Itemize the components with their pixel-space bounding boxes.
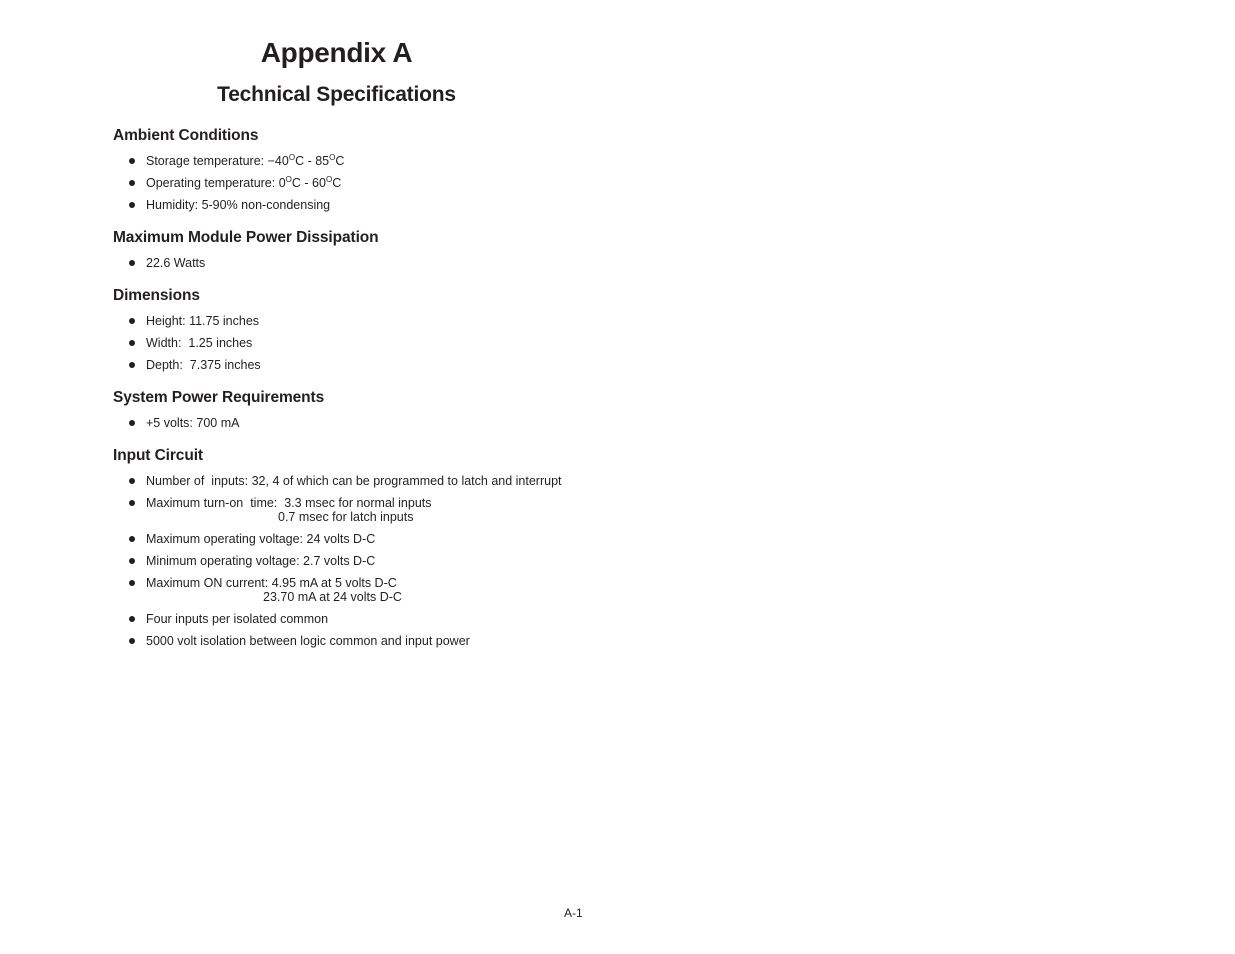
bullet-icon — [129, 260, 135, 266]
section-input-circuit — [113, 444, 733, 648]
list-item — [113, 532, 733, 546]
list-item — [113, 154, 733, 168]
bullet-icon — [129, 318, 135, 324]
degree-mark: O — [329, 153, 336, 162]
page-subtitle: Technical Specifications — [217, 83, 456, 106]
degree-mark: O — [288, 153, 296, 162]
spec-list — [113, 416, 733, 430]
bullet-icon — [129, 536, 135, 542]
turn-on-time-latch: 0.7 msec for latch inputs — [278, 510, 414, 524]
turn-on-time-normal: Maximum turn-on time: 3.3 msec for normal inputs — [146, 496, 432, 510]
inputs-per-common: Four inputs per isolated common — [146, 612, 329, 626]
document-body — [113, 124, 733, 662]
bullet-icon — [129, 638, 135, 644]
list-item — [113, 634, 733, 648]
bullet-icon — [129, 616, 135, 622]
list-item — [113, 554, 733, 568]
degree-mark: O — [325, 175, 333, 184]
spec-list — [113, 474, 733, 648]
bullet-icon — [129, 420, 135, 426]
section-heading: Input Circuit — [113, 447, 203, 464]
spec-list — [113, 154, 733, 212]
section-power-dissipation — [113, 226, 733, 270]
section-heading: System Power Requirements — [113, 389, 325, 406]
number-of-inputs: Number of inputs: 32, 4 of which can be programmed to latch and interrupt — [146, 474, 562, 488]
system-voltage: +5 volts: 700 mA — [146, 416, 240, 430]
power-watts: 22.6 Watts — [146, 256, 206, 270]
operating-temperature: Operating temperature: $0^OC - 60^OC$ — [146, 175, 342, 190]
list-item — [113, 256, 733, 270]
spec-list — [113, 314, 733, 372]
list-item — [113, 612, 733, 626]
degree-mark: O — [285, 175, 292, 184]
list-item — [113, 358, 733, 372]
list-item — [113, 314, 733, 328]
bullet-icon — [129, 340, 135, 346]
bullet-icon — [129, 478, 135, 484]
on-current-5v: Maximum ON current: 4.95 mA at 5 volts D-C — [146, 576, 397, 590]
humidity: Humidity: 5-90% non-condensing — [146, 198, 331, 212]
page-title: Appendix A — [260, 37, 413, 68]
section-heading: Ambient Conditions — [113, 127, 259, 144]
bullet-icon — [129, 580, 135, 586]
isolation-voltage: 5000 volt isolation between logic common and input power — [146, 634, 470, 648]
bullet-icon — [129, 158, 135, 164]
list-item — [113, 576, 733, 604]
min-operating-voltage: Minimum operating voltage: 2.7 volts D-C — [146, 554, 376, 568]
section-heading: Dimensions — [113, 287, 200, 304]
width: Width: 1.25 inches — [146, 336, 253, 350]
list-item — [113, 416, 733, 430]
height: Height: 11.75 inches — [146, 314, 260, 328]
depth: Depth: 7.375 inches — [146, 358, 261, 372]
section-ambient-conditions — [113, 124, 733, 212]
list-item — [113, 198, 733, 212]
list-item — [113, 496, 733, 524]
bullet-icon — [129, 180, 135, 186]
bullet-icon — [129, 362, 135, 368]
spec-list — [113, 256, 733, 270]
bullet-icon — [129, 202, 135, 208]
max-operating-voltage: Maximum operating voltage: 24 volts D-C — [146, 532, 376, 546]
page-number: A-1 — [564, 906, 583, 920]
section-dimensions — [113, 284, 733, 372]
list-item — [113, 336, 733, 350]
bullet-icon — [129, 558, 135, 564]
section-heading: Maximum Module Power Dissipation — [113, 229, 379, 246]
bullet-icon — [129, 500, 135, 506]
on-current-24v: 23.70 mA at 24 volts D-C — [263, 590, 402, 604]
storage-temperature: Storage temperature: $-40^OC - 85^OC$ — [146, 153, 345, 168]
list-item — [113, 176, 733, 190]
list-item — [113, 474, 733, 488]
section-system-power — [113, 386, 733, 430]
